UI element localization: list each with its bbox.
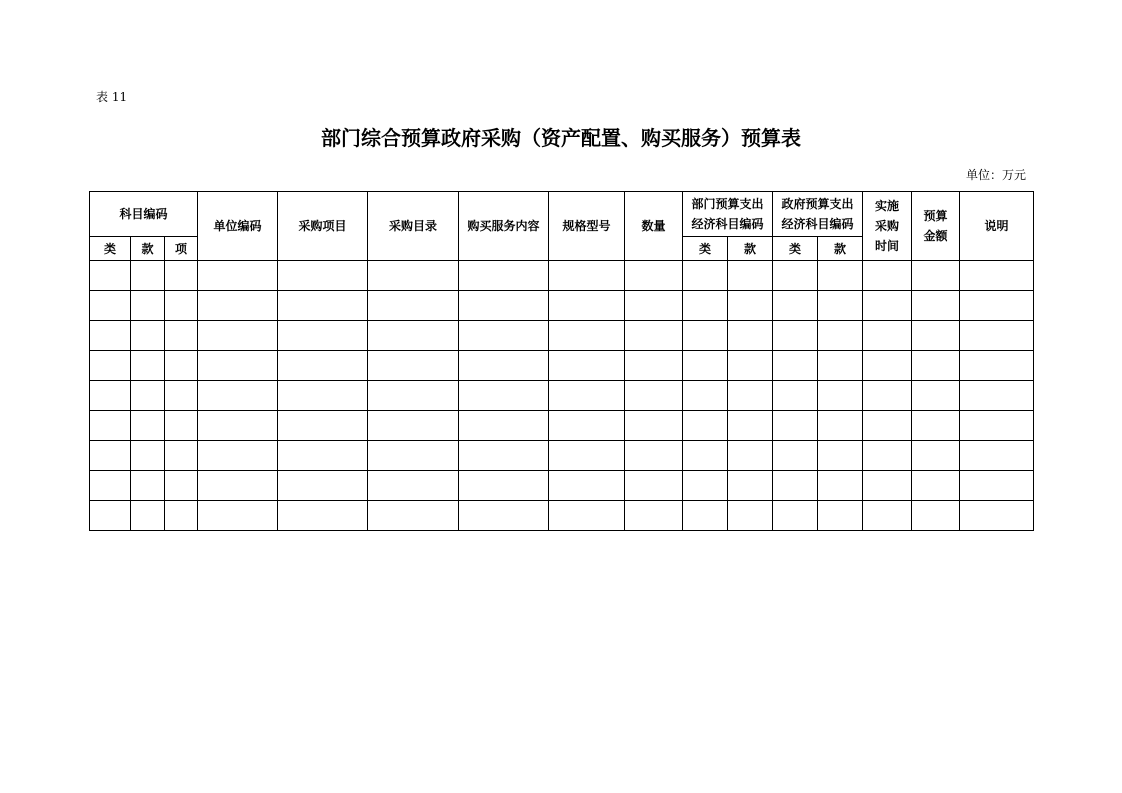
table-cell [90,411,131,441]
table-cell [459,381,549,411]
table-cell [368,351,459,381]
table-cell [459,501,549,531]
table-cell [165,291,198,321]
table-cell [278,411,368,441]
table-cell [683,471,728,501]
table-cell [728,471,773,501]
table-cell [90,321,131,351]
table-cell [818,501,863,531]
table-cell [198,351,278,381]
table-cell [165,321,198,351]
table-cell [131,261,165,291]
table-cell [198,411,278,441]
header-unit-code: 单位编码 [198,192,278,261]
table-cell [863,321,912,351]
table-cell [960,471,1034,501]
table-body [90,261,1034,531]
header-dept-class: 类 [683,237,728,261]
table-row [90,381,1034,411]
table-cell [818,411,863,441]
header-dept-kuan: 款 [728,237,773,261]
table-cell [773,291,818,321]
header-gov-class: 类 [773,237,818,261]
header-gov-econ-line2: 经济科目编码 [781,217,854,231]
table-cell [863,381,912,411]
table-cell [90,471,131,501]
table-cell [683,411,728,441]
table-cell [131,501,165,531]
table-cell [90,261,131,291]
table-cell [131,441,165,471]
table-cell [198,441,278,471]
table-number: 表 11 [96,90,128,104]
table-cell [459,411,549,441]
table-cell [90,351,131,381]
table-cell [818,261,863,291]
budget-table [89,191,1034,531]
header-impl-line3: 时间 [875,239,900,253]
table-cell [549,321,625,351]
table-cell [278,291,368,321]
table-cell [683,351,728,381]
table-row [90,501,1034,531]
table-row [90,261,1034,291]
table-cell [818,351,863,381]
table-cell [863,501,912,531]
header-dept-econ-line2: 经济科目编码 [691,217,764,231]
table-cell [863,261,912,291]
table-cell [549,441,625,471]
table-cell [278,261,368,291]
header-impl-line1: 实施 [875,199,900,213]
table-cell [131,411,165,441]
header-budget-line1: 预算 [923,209,948,223]
table-cell [773,411,818,441]
table-cell [459,351,549,381]
table-cell [683,441,728,471]
table-cell [728,351,773,381]
table-cell [368,471,459,501]
table-cell [625,471,683,501]
header-subject-xiang: 项 [165,237,198,261]
table-cell [960,291,1034,321]
header-gov-econ-line1: 政府预算支出 [781,197,854,211]
table-cell [459,471,549,501]
table-cell [728,291,773,321]
header-subject-kuan: 款 [131,237,165,261]
table-cell [773,261,818,291]
table-cell [683,291,728,321]
table-cell [818,381,863,411]
table-cell [165,411,198,441]
table-cell [625,411,683,441]
table-cell [960,411,1034,441]
table-cell [278,471,368,501]
table-cell [625,441,683,471]
table-cell [625,291,683,321]
header-budget-amount [912,192,960,261]
table-cell [368,381,459,411]
table-cell [818,471,863,501]
table-cell [90,501,131,531]
table-cell [278,321,368,351]
header-service-content: 购买服务内容 [459,192,549,261]
header-gov-kuan: 款 [818,237,863,261]
table-cell [198,261,278,291]
table-cell [549,411,625,441]
table-cell [683,381,728,411]
table-cell [549,471,625,501]
table-cell [368,261,459,291]
header-purchase-item: 采购项目 [278,192,368,261]
table-cell [131,321,165,351]
table-row [90,471,1034,501]
table-cell [773,471,818,501]
table-cell [863,291,912,321]
table-cell [912,381,960,411]
table-cell [960,261,1034,291]
table-row [90,441,1034,471]
table-cell [90,381,131,411]
header-purchase-catalog: 采购目录 [368,192,459,261]
table-cell [773,321,818,351]
table-cell [683,321,728,351]
table-cell [773,351,818,381]
table-cell [368,321,459,351]
table-cell [549,501,625,531]
table-cell [728,441,773,471]
table-cell [368,411,459,441]
table-row [90,411,1034,441]
table-cell [165,441,198,471]
table-cell [278,441,368,471]
table-cell [625,261,683,291]
table-cell [278,351,368,381]
table-row [90,291,1034,321]
table-cell [912,501,960,531]
table-cell [459,261,549,291]
table-cell [773,501,818,531]
table-cell [912,441,960,471]
table-cell [863,411,912,441]
table-cell [165,351,198,381]
header-subject-code: 科目编码 [90,192,198,237]
table-cell [90,291,131,321]
table-cell [459,291,549,321]
table-cell [131,381,165,411]
table-cell [198,471,278,501]
table-cell [625,381,683,411]
table-cell [912,471,960,501]
table-cell [912,351,960,381]
table-cell [728,321,773,351]
header-spec-model: 规格型号 [549,192,625,261]
table-cell [912,411,960,441]
table-cell [818,321,863,351]
table-cell [165,261,198,291]
table-cell [549,381,625,411]
table-cell [90,441,131,471]
table-cell [818,291,863,321]
table-cell [863,441,912,471]
table-cell [278,381,368,411]
header-dept-econ-code [683,192,773,237]
table-cell [863,471,912,501]
header-remarks: 说明 [960,192,1034,261]
table-cell [728,501,773,531]
table-cell [960,351,1034,381]
table-cell [625,321,683,351]
table-cell [549,291,625,321]
table-cell [728,261,773,291]
table-cell [818,441,863,471]
table-cell [459,321,549,351]
unit-label: 单位：万元 [965,168,1026,182]
header-quantity: 数量 [625,192,683,261]
table-cell [165,381,198,411]
table-cell [960,501,1034,531]
table-cell [368,291,459,321]
table-row [90,351,1034,381]
table-row [90,321,1034,351]
table-cell [278,501,368,531]
header-dept-econ-line1: 部门预算支出 [691,197,764,211]
header-impl-time [863,192,912,261]
table-cell [773,381,818,411]
table-cell [912,261,960,291]
header-gov-econ-code [773,192,863,237]
table-cell [368,501,459,531]
table-cell [912,291,960,321]
table-cell [960,321,1034,351]
table-cell [549,261,625,291]
table-cell [625,351,683,381]
table-cell [683,261,728,291]
header-budget-line2: 金额 [923,229,948,243]
page-title: 部门综合预算政府采购（资产配置、购买服务）预算表 [321,126,801,150]
table-cell [960,381,1034,411]
table-cell [459,441,549,471]
table-cell [131,351,165,381]
table-cell [683,501,728,531]
table-cell [960,441,1034,471]
table-cell [728,411,773,441]
table-cell [198,381,278,411]
table-cell [912,321,960,351]
table-cell [863,351,912,381]
table-cell [165,501,198,531]
table-cell [198,501,278,531]
table-cell [549,351,625,381]
header-subject-class: 类 [90,237,131,261]
table-cell [625,501,683,531]
header-impl-line2: 采购 [875,219,900,233]
table-cell [165,471,198,501]
table-cell [198,321,278,351]
table-cell [773,441,818,471]
table-cell [131,471,165,501]
table-cell [368,441,459,471]
table-cell [198,291,278,321]
table-cell [728,381,773,411]
table-cell [131,291,165,321]
